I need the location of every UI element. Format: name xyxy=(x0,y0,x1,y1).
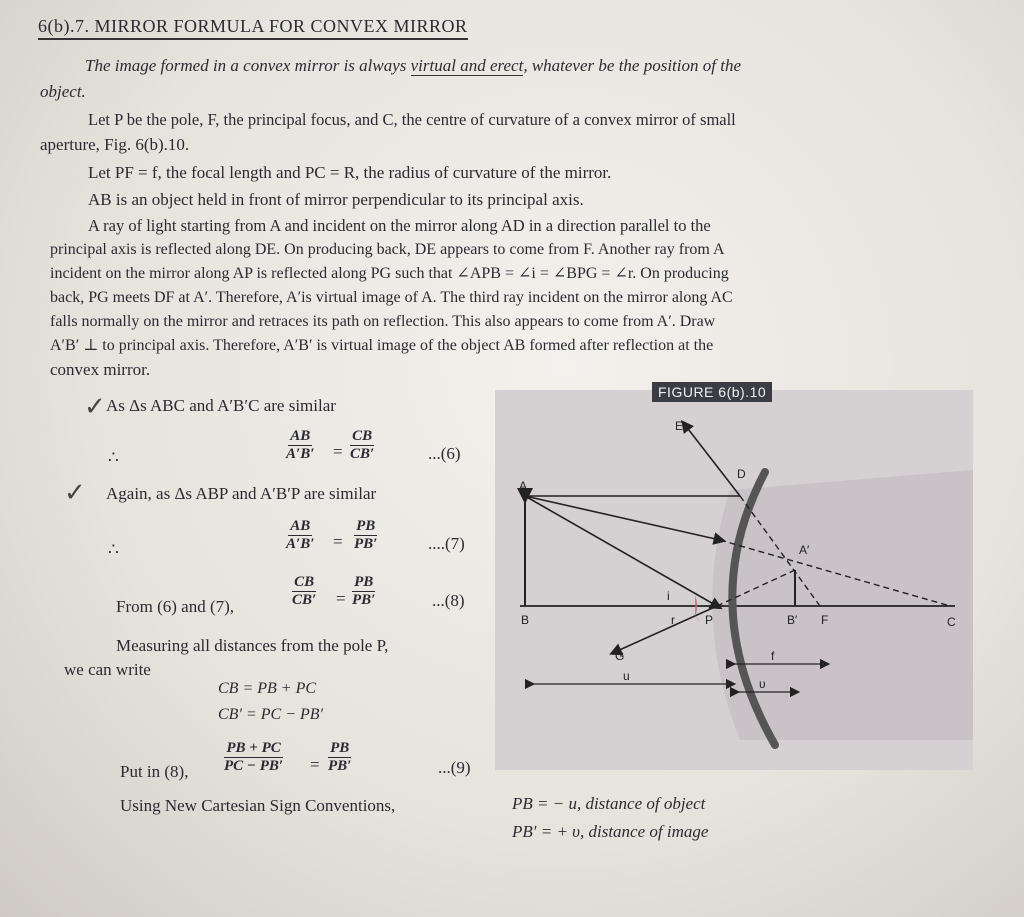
eq6-equals: = xyxy=(333,442,343,461)
intro-statement-line2: object. xyxy=(40,82,86,101)
label-g: G xyxy=(615,649,625,663)
para4-line6: A′B′ ⊥ to principal axis. Therefore, A′B′ is virtual image of the object AB formed after reflection at the xyxy=(50,337,714,354)
label-a: A xyxy=(519,479,528,493)
ray-ap xyxy=(525,496,717,606)
label-c: C xyxy=(947,615,956,629)
measuring-line1: Measuring all distances from the pole P, xyxy=(116,636,389,655)
intro-underlined: virtual and erect xyxy=(410,56,524,75)
label-b: B xyxy=(521,613,530,627)
therefore-1: ∴ xyxy=(108,448,119,467)
pb-definition: PB = − u, distance of object xyxy=(512,794,706,813)
eq7-tag: ....(7) xyxy=(428,534,465,553)
label-f: F xyxy=(821,613,829,627)
intro-part2: , whatever be the position of the xyxy=(523,56,741,75)
ray-de xyxy=(685,425,740,496)
measuring-line2: we can write xyxy=(64,660,151,679)
eq9-tag: ...(9) xyxy=(438,758,471,777)
para4-line1: A ray of light starting from A and incident on the mirror along AD in a direction parallel to the xyxy=(88,216,711,235)
eq7-frac-left: $\frac{AB}{A'B'}$ xyxy=(286,518,315,552)
eq8-frac-left: $\frac{CB}{CB'}$ xyxy=(292,574,317,608)
label-u: u xyxy=(623,669,630,683)
label-e: E xyxy=(675,419,684,433)
para1-line1: Let P be the pole, F, the principal focus, and C, the centre of curvature of a convex mirror of small xyxy=(88,110,736,129)
ray-pg xyxy=(615,606,717,652)
similar-triangles-1: As Δs ABC and A′B′C are similar xyxy=(106,396,336,415)
similar-triangles-2: Again, as Δs ABP and A′B′P are similar xyxy=(106,484,377,503)
eq8-frac-right: $\frac{PB}{PB'}$ xyxy=(352,574,376,608)
label-focal-f: f xyxy=(771,649,775,663)
para1-line2: aperture, Fig. 6(b).10. xyxy=(40,135,190,154)
label-b-prime: B′ xyxy=(787,613,798,627)
para3: AB is an object held in front of mirror perpendicular to its principal axis. xyxy=(88,190,584,209)
figure-label: FIGURE 6(b).10 xyxy=(652,382,772,402)
ray-ac xyxy=(525,496,720,540)
para2: Let PF = f, the focal length and PC = R, the radius of curvature of the mirror. xyxy=(88,163,612,182)
eq9-equals: = xyxy=(310,755,320,774)
pen-tick-mark-2: ✓ xyxy=(64,478,86,507)
eq8-tag: ...(8) xyxy=(432,591,465,610)
eq6-frac-left: $\frac{AB}{A'B'}$ xyxy=(286,428,315,462)
angle-r xyxy=(695,616,701,622)
para4-line3: incident on the mirror along AP is reflected along PG such that ∠APB = ∠i = ∠BPG = ∠r. On producing xyxy=(50,265,729,282)
pb-prime-definition: PB′ = + υ, distance of image xyxy=(512,822,709,841)
convex-mirror-ray-diagram xyxy=(495,390,973,770)
sign-convention: Using New Cartesian Sign Conventions, xyxy=(120,796,396,815)
eq9-frac-right: $\frac{PB}{PB'}$ xyxy=(328,740,352,774)
angle-i xyxy=(695,596,697,616)
para4-line5: falls normally on the mirror and retraces its path on reflection. This also appears to come from A′. Draw xyxy=(50,313,716,330)
label-i: i xyxy=(667,589,670,603)
eq6-frac-right: $\frac{CB}{CB'}$ xyxy=(350,428,375,462)
eq6-tag: ...(6) xyxy=(428,444,461,463)
label-d: D xyxy=(737,467,746,481)
label-r: r xyxy=(671,613,675,627)
eq7-frac-right: $\frac{PB}{PB'}$ xyxy=(354,518,378,552)
eq7-equals: = xyxy=(333,532,343,551)
pen-tick-mark: ✓ xyxy=(84,392,106,421)
put-in-8: Put in (8), xyxy=(120,762,189,781)
para4-line2: principal axis is reflected along DE. On producing back, DE appears to come from F. Another ray from A xyxy=(50,241,725,258)
therefore-2: ∴ xyxy=(108,540,119,559)
label-v: υ xyxy=(759,677,766,691)
para4-line4: back, PG meets DF at A′. Therefore, A′is virtual image of A. The third ray incident on the mirror along AC xyxy=(50,289,733,306)
label-a-prime: A′ xyxy=(799,543,810,557)
label-p: P xyxy=(705,613,714,627)
intro-statement xyxy=(85,56,741,76)
eq-cb-prime: CB′ = PC − PB′ xyxy=(218,706,324,723)
eq9-frac-left: $\frac{PB + PC}{PC - PB'}$ xyxy=(224,740,284,774)
eq-cb: CB = PB + PC xyxy=(218,680,317,697)
intro-part1: The image formed in a convex mirror is always xyxy=(85,56,411,75)
from-6-and-7: From (6) and (7), xyxy=(116,597,235,616)
section-title: 6(b).7. MIRROR FORMULA FOR CONVEX MIRROR xyxy=(38,16,468,40)
para4-line7: convex mirror. xyxy=(50,360,151,379)
eq8-equals: = xyxy=(336,589,346,608)
figure-panel xyxy=(495,390,973,770)
